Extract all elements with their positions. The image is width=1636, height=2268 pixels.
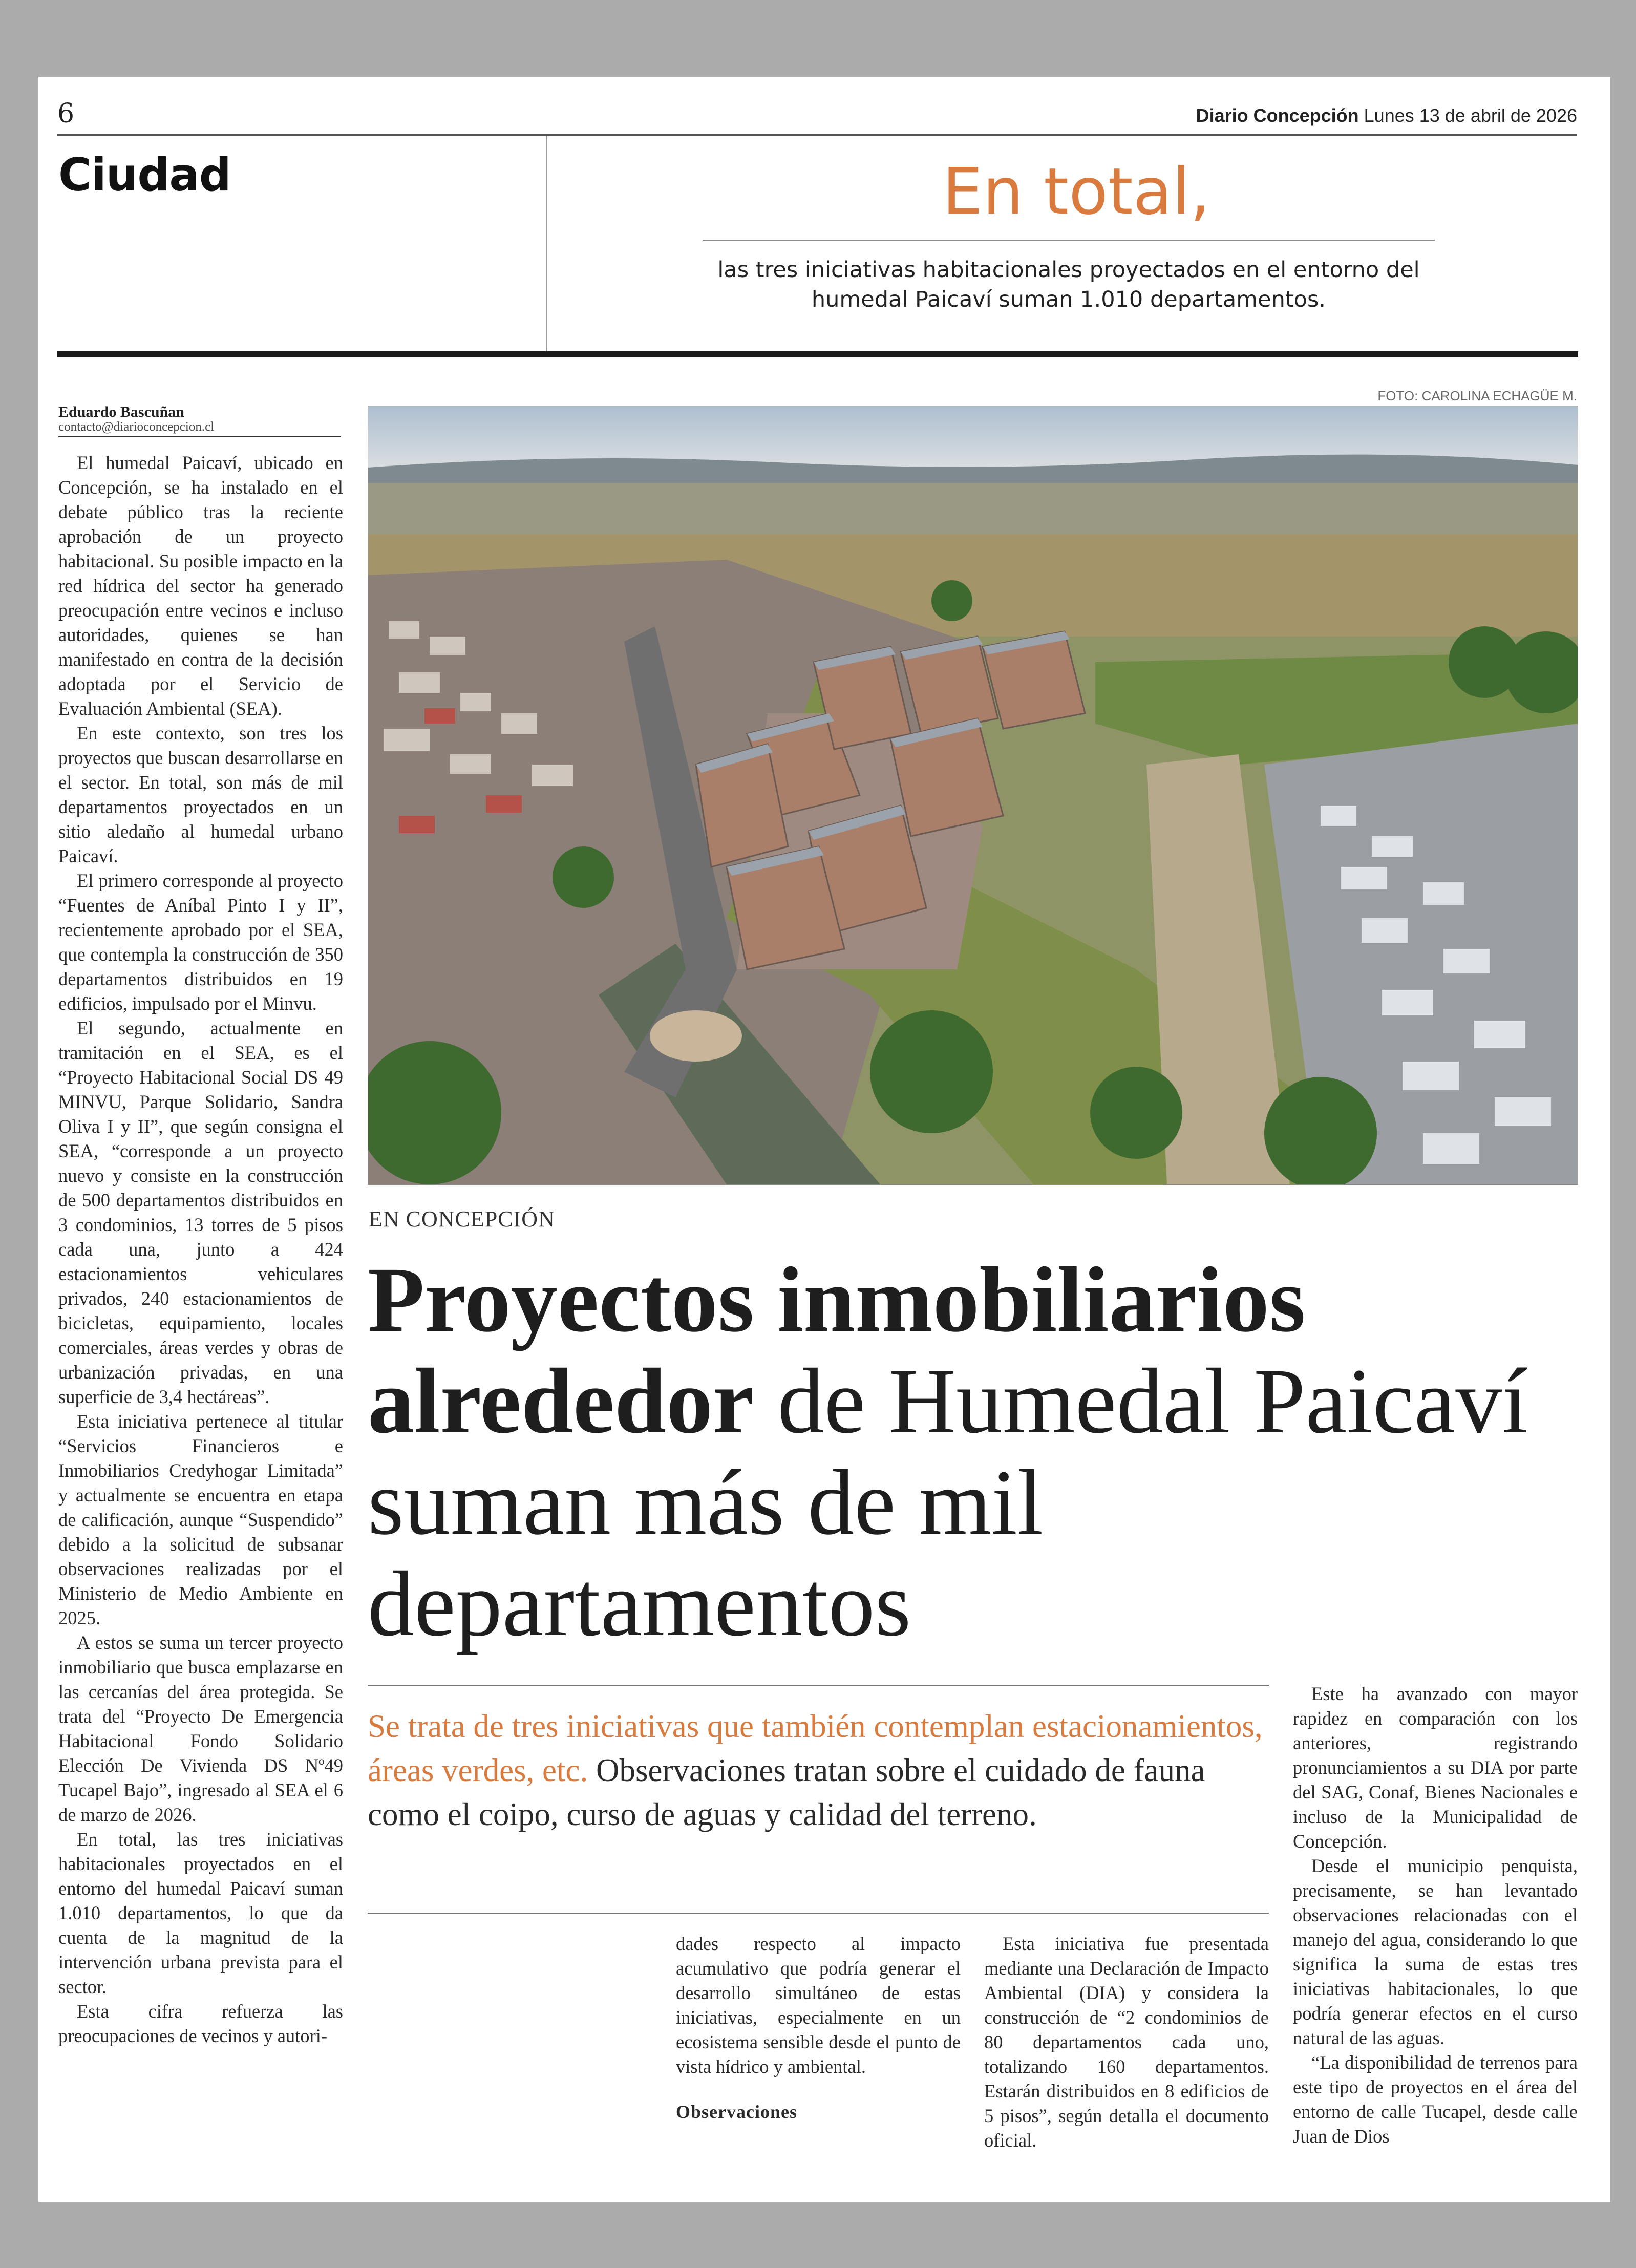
photo-credit: FOTO: CAROLINA ECHAGÜE M. xyxy=(1377,388,1577,404)
pull-quote-title: En total, xyxy=(942,155,1210,229)
paragraph: Esta iniciativa fue presentada mediante una Declaración de Impacto Ambiental (DIA) y considera la construcción de “2 condominios de 80 departamentos cada uno, totalizando 160 departamentos. Estarán distribuidos en 8 edificios de 5 pisos”, según detalla el documento oficial. xyxy=(984,1933,1269,2151)
paragraph: El humedal Paicaví, ubicado en Concepción, se ha instalado en el debate público tras la reciente aprobación de un proyecto habitacional. Su posible impacto en la red hídrica del sector ha generado preocupación entre vecinos e incluso autoridades, quienes se han manifestado en contra de la decisión adoptada por el Servicio de Evaluación Ambiental (SEA). xyxy=(58,452,343,719)
header-divider xyxy=(546,136,547,352)
aerial-photo xyxy=(368,406,1578,1185)
section-title: Ciudad xyxy=(58,149,231,201)
dek-top-rule xyxy=(368,1685,1269,1686)
paper-name: Diario Concepción xyxy=(1196,105,1359,126)
paragraph: Esta iniciativa pertenece al titular “Servicios Financieros e Inmobiliarios Credyhogar Limitada” y actualmente se encuentra en etapa de calificación, aunque “Suspendido” debido a la solicitud de subsanar observaciones realizadas por el Ministerio de Medio Ambiente en 2025. xyxy=(58,1411,343,1628)
paragraph: Este ha avanzado con mayor rapidez en comparación con los anteriores, registrando pronunciamientos a su DIA por parte del SAG, Conaf, Bienes Nacionales e incluso de la Municipalidad de Concepción. xyxy=(1293,1683,1578,1852)
dek-text: Observaciones tratan sobre el cuidado de fauna como el coipo, curso de aguas y calidad del terreno. xyxy=(368,1752,1205,1832)
article-column-3 xyxy=(984,1932,1269,2153)
byline-email: contacto@diarioconcepcion.cl xyxy=(58,420,215,434)
headline-bold: Proyectos inmobiliarios alrededor xyxy=(368,1248,1306,1453)
paragraph: A estos se suma un tercer proyecto inmobiliario que busca emplazarse en las cercanías del área protegida. Se trata del “Proyecto De Emergencia Habitacional Fondo Solidario Elección De Vivienda DS Nº49 Tucapel Bajo”, ingresado al SEA el 6 de marzo de 2026. xyxy=(58,1632,343,1825)
headline-regular: de Humedal Paicaví suman más de mil departamentos xyxy=(368,1350,1528,1656)
paragraph: En este contexto, son tres los proyectos que buscan desarrollarse en el sector. En total, son más de mil departamentos proyectados en un sitio aledaño al humedal urbano Paicaví. xyxy=(58,723,343,866)
byline-rule xyxy=(58,436,341,437)
dek-bottom-rule xyxy=(368,1913,1269,1914)
article-kicker: EN CONCEPCIÓN xyxy=(369,1206,555,1232)
section-rule xyxy=(57,351,1578,357)
paragraph: En total, las tres iniciativas habitacionales proyectados en el entorno del humedal Paicaví suman 1.010 departamentos, lo que da cuenta de la magnitud de la intervención urbana prevista para el sector. xyxy=(58,1829,343,1997)
article-column-2 xyxy=(676,1932,961,2124)
masthead xyxy=(1196,105,1577,126)
article-dek xyxy=(368,1704,1269,1836)
byline-author: Eduardo Bascuñan xyxy=(58,404,184,420)
issue-date: Lunes 13 de abril de 2026 xyxy=(1364,105,1577,126)
article-column-1 xyxy=(58,451,343,2048)
paragraph: El segundo, actualmente en tramitación en el SEA, es el “Proyecto Habitacional Social DS 49 MINVU, Parque Solidario, Sandra Oliva I y II”, que según consigna el SEA, “corresponde a un proyecto nuevo y consiste en la construcción de 500 departamentos distribuidos en 3 condominios, 13 torres de 5 pisos cada una, junto a 424 estacionamientos vehiculares privados, 240 estacionamientos de bicicletas, equipamiento, locales comerciales, áreas verdes y obras de urbanización privadas, en una superficie de 3,4 hectáreas”. xyxy=(58,1018,343,1407)
paragraph: Esta cifra refuerza las preocupaciones de vecinos y autori- xyxy=(58,2001,343,2046)
paragraph: El primero corresponde al proyecto “Fuentes de Aníbal Pinto I y II”, recientemente aprobado por el SEA, que contempla la construcción de 350 departamentos distribuidos en 19 edificios, impulsado por el Minvu. xyxy=(58,870,343,1014)
aerial-photo-illustration xyxy=(368,406,1578,1184)
header-rule xyxy=(57,134,1577,136)
article-headline xyxy=(368,1249,1545,1655)
pull-quote-rule xyxy=(703,240,1435,241)
subheading: Observaciones xyxy=(676,2102,797,2122)
pull-quote-text: las tres iniciativas habitacionales proyectados en el entorno del humedal Paicaví suman 1.010 departamentos. xyxy=(717,257,1420,312)
paragraph: “La disponibilidad de terrenos para este tipo de proyectos en el área del entorno de calle Tucapel, desde calle Juan de Dios xyxy=(1293,2052,1578,2147)
paragraph: dades respecto al impacto acumulativo que podría generar el desarrollo simultáneo de estas iniciativas, especialmente en un ecosistema sensible desde el punto de vista hídrico y ambiental. xyxy=(676,1933,961,2077)
page-number: 6 xyxy=(57,98,75,129)
paragraph: Desde el municipio penquista, precisamente, se han levantado observaciones relacionadas con el manejo del agua, considerando lo que significa la suma de estas tres iniciativas habitacionales, lo que podría generar efectos en el curso natural de las aguas. xyxy=(1293,1855,1578,2048)
dek-highlight: Se trata de tres iniciativas que también contemplan estacionamientos, áreas verdes, etc. xyxy=(368,1708,1263,1788)
article-column-4 xyxy=(1293,1682,1578,2149)
